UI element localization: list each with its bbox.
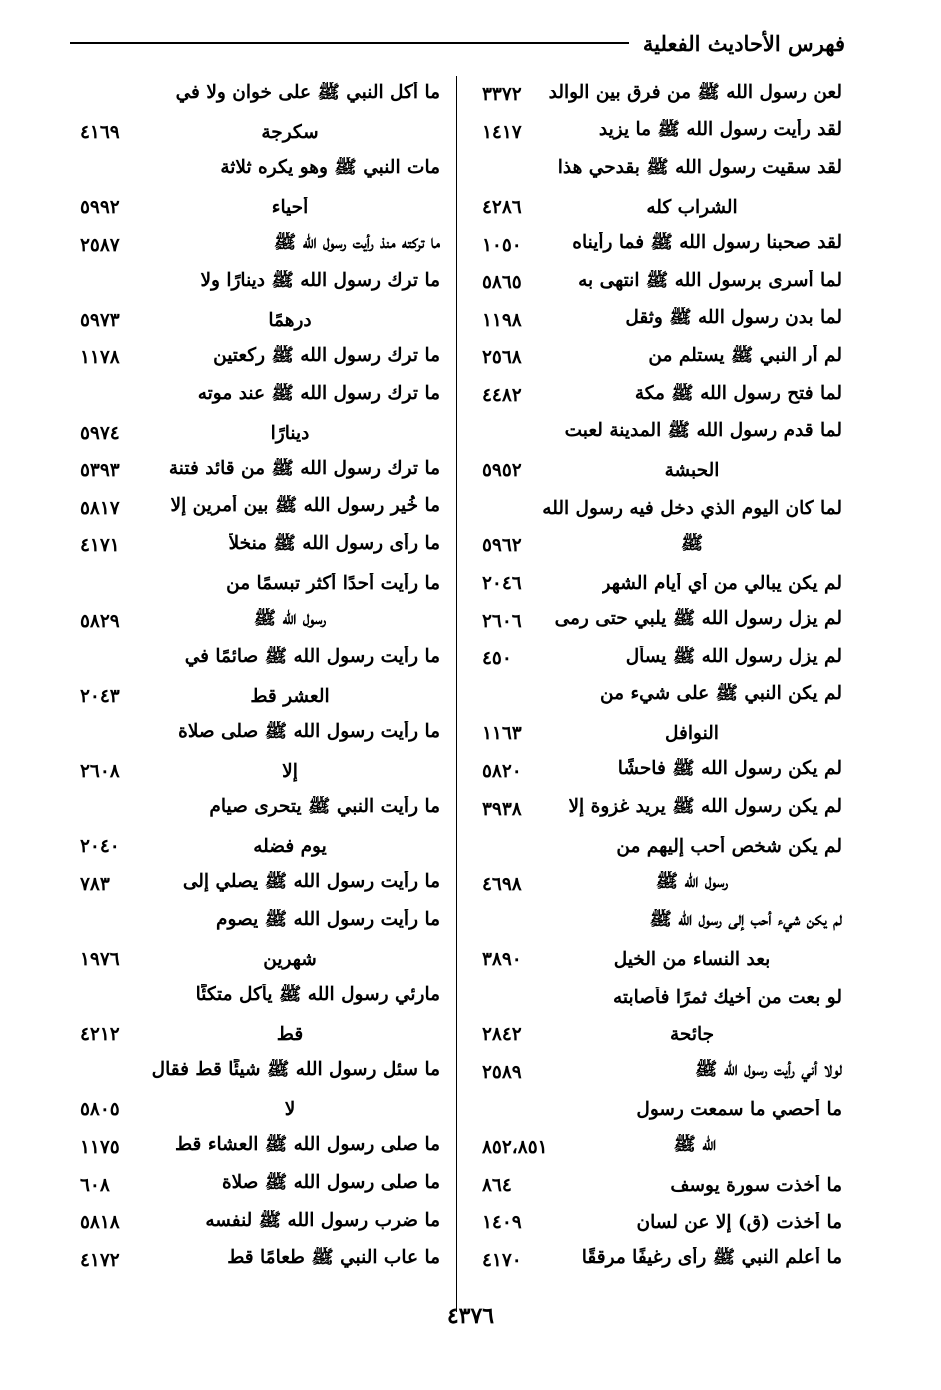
index-entry bbox=[80, 189, 440, 227]
entry-text: ما ترك رسول الله ﷺ من قائد فتنة bbox=[168, 457, 440, 479]
index-entry bbox=[482, 678, 842, 716]
index-entry bbox=[80, 76, 440, 114]
entry-number: ٥٩٧٣ bbox=[80, 309, 120, 331]
entry-number: ١٠٥٠ bbox=[482, 234, 522, 256]
index-entry bbox=[80, 715, 440, 753]
entry-text: مات النبي ﷺ وهو يكره ثلاثة bbox=[220, 156, 440, 178]
entry-text: ما أكل النبي ﷺ على خوان ولا في bbox=[175, 81, 440, 103]
entry-text: ما تركته منذ رأيت رسول الله ﷺ bbox=[273, 232, 440, 254]
entry-text: درهمًا bbox=[268, 309, 312, 331]
entry-number: ٥٨٠٥ bbox=[80, 1099, 120, 1121]
entry-text: لما كان اليوم الذي دخل فيه رسول الله bbox=[542, 497, 842, 519]
entry-number: ٥٩٦٢ bbox=[482, 535, 522, 557]
entry-text: لم يزل رسول الله ﷺ يسأل bbox=[625, 645, 842, 667]
entry-number: ٢٥٦٨ bbox=[482, 347, 522, 369]
index-entry bbox=[482, 339, 842, 377]
entry-text: ما أخذت (ق) إلا عن لسان bbox=[636, 1212, 842, 1234]
index-entry bbox=[482, 452, 842, 490]
page-title: فهرس الأحاديث الفعلية bbox=[642, 30, 845, 56]
index-entry bbox=[482, 941, 842, 979]
entry-text: ما ترك رسول الله ﷺ دينارًا ولا bbox=[200, 269, 440, 291]
entry-text: لا bbox=[284, 1099, 296, 1121]
entry-text: ما رأيت رسول الله ﷺ يصلي إلى bbox=[182, 871, 440, 893]
entry-text: إلا bbox=[282, 760, 298, 782]
entry-text: دينارًا bbox=[270, 422, 310, 444]
index-entry bbox=[80, 490, 440, 528]
entry-number: ١٤٠٩ bbox=[482, 1212, 522, 1234]
entry-number: ١١٦٣ bbox=[482, 723, 522, 745]
index-entry bbox=[80, 302, 440, 340]
entry-text: مارئي رسول الله ﷺ يأكل متكئًا bbox=[195, 984, 440, 1006]
index-entry bbox=[80, 151, 440, 189]
entry-text: لعن رسول الله ﷺ من فرق بين الوالد bbox=[548, 81, 842, 103]
entry-number: ٤١٧١ bbox=[80, 535, 120, 557]
index-entry bbox=[80, 114, 440, 152]
entry-number: ٤٢٨٦ bbox=[482, 197, 522, 219]
index-entry bbox=[80, 1129, 440, 1167]
entry-number: ٥٩٧٤ bbox=[80, 422, 120, 444]
index-entry bbox=[80, 1241, 440, 1279]
index-entry bbox=[482, 790, 842, 828]
entry-text: لما فتح رسول الله ﷺ مكة bbox=[634, 382, 842, 404]
entry-text: جائحة bbox=[669, 1024, 715, 1046]
index-entry bbox=[482, 1091, 842, 1129]
entry-text: بعد النساء من الخيل bbox=[613, 948, 771, 970]
index-entry bbox=[80, 941, 440, 979]
entry-text: ما رأيت رسول الله ﷺ صلى صلاة bbox=[178, 720, 440, 742]
index-entry bbox=[482, 114, 842, 152]
entry-number: ٥٨١٧ bbox=[80, 497, 120, 519]
entry-text: ما عاب النبي ﷺ طعامًا قط bbox=[227, 1247, 440, 1269]
entry-number: ٣٣٧٢ bbox=[482, 84, 522, 106]
index-entry bbox=[80, 527, 440, 565]
entry-number: ٤٢١٢ bbox=[80, 1024, 120, 1046]
entry-text: يوم فضله bbox=[253, 836, 327, 858]
index-entry bbox=[482, 565, 842, 603]
entry-text: ما ضرب رسول الله ﷺ لنفسه bbox=[205, 1209, 440, 1231]
entry-text: لم يكن رسول الله ﷺ يريد غزوة إلا bbox=[568, 796, 842, 818]
entry-number: ١١٩٨ bbox=[482, 309, 522, 331]
entry-number: ٥٨١٨ bbox=[80, 1212, 120, 1234]
entry-number: ٢٠٤٣ bbox=[80, 685, 120, 707]
index-entry bbox=[482, 602, 842, 640]
index-entry bbox=[80, 978, 440, 1016]
entry-number: ١١٧٥ bbox=[80, 1136, 120, 1158]
index-entry bbox=[80, 1204, 440, 1242]
index-entry bbox=[482, 264, 842, 302]
entry-number: ٢٦٠٦ bbox=[482, 610, 522, 632]
entry-text: ﷺ bbox=[680, 532, 704, 554]
index-entry bbox=[80, 414, 440, 452]
entry-number: ٥٨٢٩ bbox=[80, 610, 120, 632]
right-column bbox=[482, 76, 842, 1279]
entry-text: ما رأيت رسول الله ﷺ صائمًا في bbox=[184, 645, 440, 667]
entry-text: لقد صحبنا رسول الله ﷺ فما رأيناه bbox=[572, 232, 842, 254]
entry-text: ما سئل رسول الله ﷺ شيئًا قط فقال bbox=[151, 1059, 440, 1081]
entry-text: ما صلى رسول الله ﷺ صلاة bbox=[221, 1172, 440, 1194]
index-entry bbox=[482, 640, 842, 678]
entry-text: الشراب كله bbox=[646, 197, 738, 219]
index-entry bbox=[482, 1053, 842, 1091]
entry-number: ٢٦٠٨ bbox=[80, 760, 120, 782]
entry-text: لقد رأيت رسول الله ﷺ ما يزيد bbox=[598, 119, 842, 141]
entry-text: لو بعت من أخيك ثمرًا فأصابته bbox=[612, 986, 842, 1008]
index-entry bbox=[482, 527, 842, 565]
index-entry bbox=[80, 1016, 440, 1054]
entry-text: لقد سقيت رسول الله ﷺ بقدحي هذا bbox=[557, 156, 842, 178]
entry-number: ٥٨٦٥ bbox=[482, 272, 522, 294]
index-entry bbox=[80, 264, 440, 302]
entry-text: ما أخذت سورة يوسف bbox=[670, 1174, 842, 1196]
index-entry bbox=[482, 828, 842, 866]
index-entry bbox=[80, 377, 440, 415]
entry-number: ٥٣٩٣ bbox=[80, 460, 120, 482]
entry-number: ٥٩٥٢ bbox=[482, 460, 522, 482]
index-entry bbox=[482, 978, 842, 1016]
index-entry bbox=[482, 1204, 842, 1242]
entry-number: ٤٥٠ bbox=[482, 648, 512, 670]
entry-text: ما أعلم النبي ﷺ رأى رغيفًا مرققًا bbox=[581, 1247, 842, 1269]
index-entry bbox=[482, 377, 842, 415]
index-entry bbox=[482, 903, 842, 941]
entry-text: ما ترك رسول الله ﷺ عند موته bbox=[197, 382, 440, 404]
entry-text: ما ترك رسول الله ﷺ ركعتين bbox=[213, 344, 440, 366]
index-entry bbox=[80, 226, 440, 264]
index-entry bbox=[80, 640, 440, 678]
entry-number: ١٩٧٦ bbox=[80, 948, 120, 970]
entry-text: ما خُير رسول الله ﷺ بين أمرين إلا bbox=[170, 495, 440, 517]
index-entry bbox=[482, 189, 842, 227]
index-entry bbox=[80, 1053, 440, 1091]
entry-text: لم يكن النبي ﷺ على شيء من bbox=[600, 683, 842, 705]
index-entry bbox=[80, 1166, 440, 1204]
entry-number: ٤١٧٠ bbox=[482, 1249, 522, 1271]
page-header bbox=[70, 28, 845, 58]
left-column bbox=[80, 76, 440, 1279]
entry-number: ٢٨٤٢ bbox=[482, 1024, 522, 1046]
index-entry bbox=[482, 490, 842, 528]
entry-text: لم يكن رسول الله ﷺ فاحشًا bbox=[617, 758, 842, 780]
entry-text: قط bbox=[276, 1024, 304, 1046]
entry-number: ٣٨٩٠ bbox=[482, 948, 522, 970]
entry-number: ٨٥٢،٨٥١ bbox=[482, 1136, 548, 1158]
entry-text: ما أحصي ما سمعت رسول bbox=[636, 1099, 842, 1121]
entry-number: ٤١٧٢ bbox=[80, 1249, 120, 1271]
index-entry bbox=[80, 903, 440, 941]
index-entry bbox=[482, 1241, 842, 1279]
index-entry bbox=[80, 790, 440, 828]
index-entry bbox=[482, 753, 842, 791]
entry-text: ما رأيت أحدًا أكثر تبسمًا من bbox=[226, 573, 440, 595]
entry-text: أحياء bbox=[271, 197, 309, 219]
page-number: ٤٣٧٦ bbox=[446, 1303, 495, 1329]
entry-text: النوافل bbox=[665, 723, 719, 745]
entry-text: لما بدن رسول الله ﷺ وثقل bbox=[625, 307, 842, 329]
index-entry bbox=[80, 339, 440, 377]
entry-text: رسول الله ﷺ bbox=[253, 608, 327, 630]
entry-text: شهرين bbox=[263, 948, 317, 970]
entry-text: لولا أني رأيت رسول الله ﷺ bbox=[695, 1059, 842, 1081]
index-entry bbox=[80, 828, 440, 866]
entry-text: العشر قط bbox=[250, 685, 330, 707]
entry-number: ٢٠٤٦ bbox=[482, 573, 522, 595]
index-entry bbox=[482, 302, 842, 340]
entry-text: لم يكن يبالي من أي أيام الشهر bbox=[601, 573, 842, 595]
entry-text: ما رأيت النبي ﷺ يتحرى صيام bbox=[209, 796, 440, 818]
index-entry bbox=[482, 1129, 842, 1167]
index-entry bbox=[80, 753, 440, 791]
entry-number: ٣٩٣٨ bbox=[482, 798, 522, 820]
entry-number: ٤٦٩٨ bbox=[482, 873, 522, 895]
index-entry bbox=[80, 565, 440, 603]
header-rule bbox=[70, 42, 629, 44]
index-entry bbox=[80, 1091, 440, 1129]
entry-number: ٢٥٨٩ bbox=[482, 1061, 522, 1083]
entry-number: ٤١٦٩ bbox=[80, 121, 120, 143]
entry-text: لم يكن شيء أحب إلى رسول الله ﷺ bbox=[649, 908, 842, 930]
entry-text: ما صلى رسول الله ﷺ العشاء قط bbox=[175, 1134, 440, 1156]
entry-number: ٦٠٨ bbox=[80, 1174, 110, 1196]
entry-number: ٤٤٨٢ bbox=[482, 385, 522, 407]
entry-number: ١٤١٧ bbox=[482, 121, 522, 143]
index-entry bbox=[482, 414, 842, 452]
entry-number: ٢٥٨٧ bbox=[80, 234, 120, 256]
entry-text: لم أر النبي ﷺ يستلم من bbox=[648, 344, 842, 366]
index-entry bbox=[80, 678, 440, 716]
index-entry bbox=[482, 1016, 842, 1054]
column-divider bbox=[456, 76, 457, 1312]
entry-text: لما قدم رسول الله ﷺ المدينة لعبت bbox=[564, 420, 842, 442]
entry-text: لم يزل رسول الله ﷺ يلبي حتى رمى bbox=[554, 608, 842, 630]
entry-text: لما أسرى برسول الله ﷺ انتهى به bbox=[578, 269, 842, 291]
entry-number: ٢٠٤٠ bbox=[80, 836, 120, 858]
entry-text: الله ﷺ bbox=[673, 1134, 717, 1156]
entry-text: سكرجة bbox=[261, 121, 319, 143]
entry-number: ٨٦٤ bbox=[482, 1174, 512, 1196]
entry-text: الحبشة bbox=[664, 460, 720, 482]
index-entry bbox=[482, 76, 842, 114]
index-entry bbox=[80, 865, 440, 903]
index-entry bbox=[482, 226, 842, 264]
index-entry bbox=[482, 1166, 842, 1204]
entry-number: ٧٨٣ bbox=[80, 873, 110, 895]
entry-text: ما رأى رسول الله ﷺ منخلاً bbox=[228, 532, 440, 554]
entry-text: ما رأيت رسول الله ﷺ يصوم bbox=[216, 908, 440, 930]
index-entry bbox=[80, 452, 440, 490]
entry-number: ٥٩٩٢ bbox=[80, 197, 120, 219]
entry-number: ٥٨٢٠ bbox=[482, 760, 522, 782]
index-entry bbox=[80, 602, 440, 640]
entry-text: لم يكن شخص أحب إليهم من bbox=[616, 836, 842, 858]
index-entry bbox=[482, 715, 842, 753]
index-entry bbox=[482, 151, 842, 189]
index-entry bbox=[482, 865, 842, 903]
entry-number: ١١٧٨ bbox=[80, 347, 120, 369]
entry-text: رسول الله ﷺ bbox=[655, 871, 729, 893]
